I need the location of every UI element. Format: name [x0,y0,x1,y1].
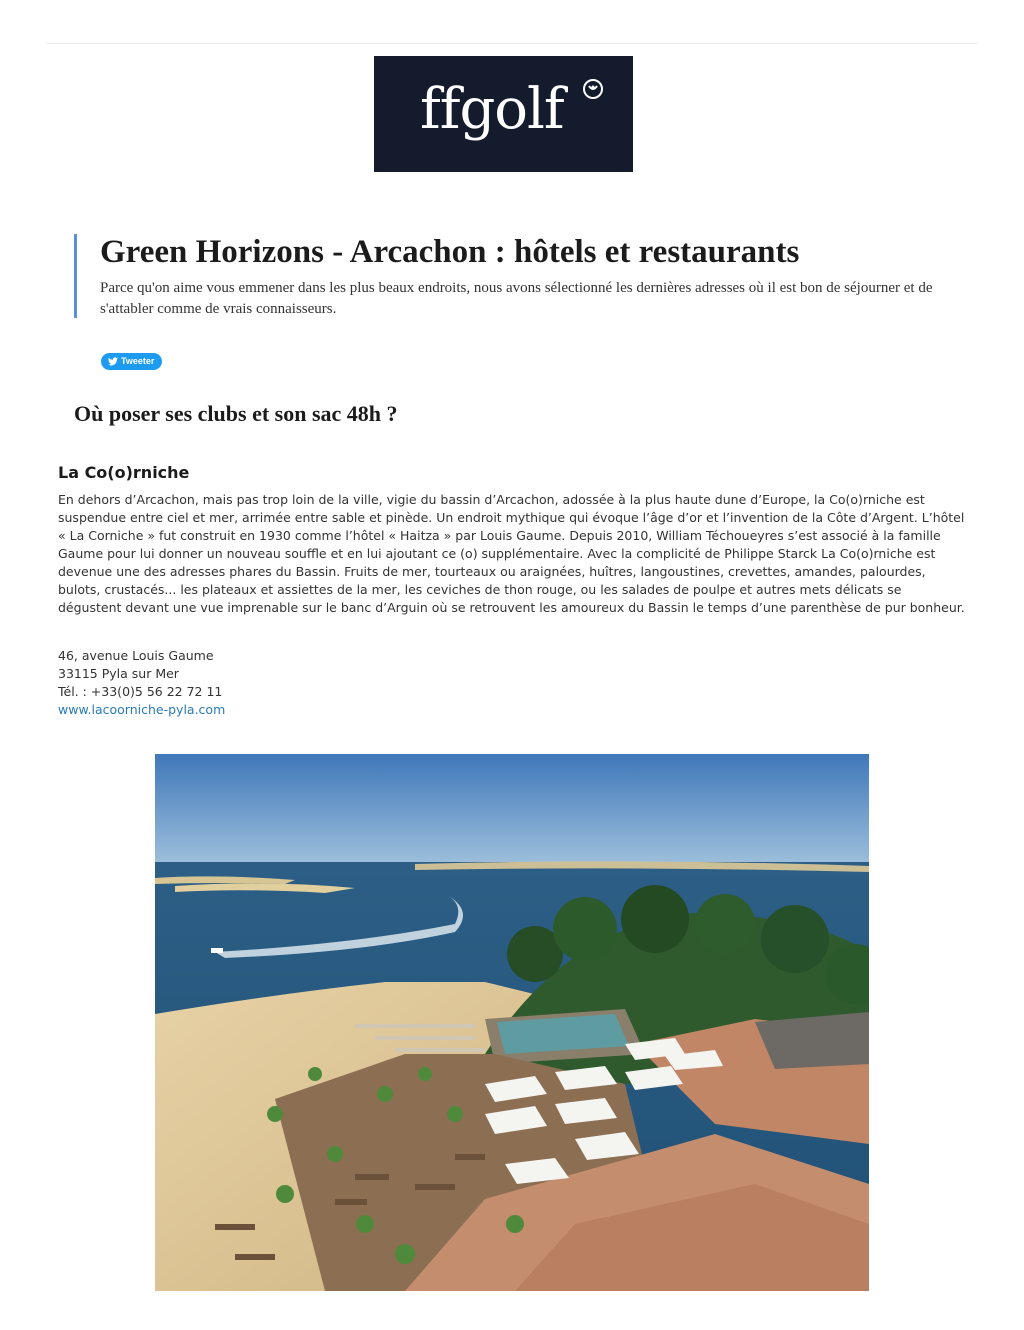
section-title: Où poser ses clubs et son sac 48h ? [74,401,398,426]
golf-ball-icon [582,78,604,100]
ffgolf-logo[interactable] [374,56,633,172]
page-title: Green Horizons - Arcachon : hôtels et restaurants [100,234,800,270]
venue-website-link[interactable]: www.lacoorniche-pyla.com [58,702,226,717]
logo-wordmark: ffgolf [420,77,564,142]
venue-description: En dehors d’Arcachon, mais pas trop loin de la ville, vigie du bassin d’Arcachon, adossée à la plus haute dune d’Europe, la Co(o)rniche est suspendue entre ciel et mer, arrimée entre sable et pinède. Un endroit mythique qui évoque l’âge d’or et l’invention de la Côte d’Argent. L’hôtel « La Corniche » fut construit en 1930 comme l’hôtel « Haitza » par Louis Gaume. Depuis 2010, William Téchoueyres s’est associé à la famille Gaume pour lui donner un nouveau souffle et en lui ajoutant ce (o) supplémentaire. Avec la complicité de Philippe Starck La Co(o)rniche est devenue une des adresses phares du Bassin. Fruits de mer, tourteaux ou araignées, huîtres, langoustines, crevettes, amandes, palourdes, bulots, crustacés... les plateaux et assiettes de la mer, les ceviches de thon rouge, ou les salades de poulpe et autres mets délicats se dégustent devant une vue imprenable sur le banc d’Arguin où se retrouvent les amoureux du Bassin le temps d’une parenthèse de pur bonheur. [58,492,965,615]
aerial-beach-restaurant-image [155,754,869,1291]
venue-phone: Tél. : +33(0)5 56 22 72 11 [58,684,223,699]
venue-photo [155,754,869,1291]
address-city: 33115 Pyla sur Mer [58,666,179,681]
twitter-bird-icon [108,357,118,366]
article-header [74,234,974,318]
top-divider [46,43,978,44]
venue-address [58,647,225,719]
article-intro: Parce qu'on aime vous emmener dans les plus beaux endroits, nous avons sélectionné les dernières adresses où il est bon de séjourner et de s'attabler comme de vrais connaisseurs. [100,280,933,317]
venue-name: La Co(o)rniche [58,463,190,482]
tweet-button[interactable] [101,353,162,370]
tweet-button-label: Tweeter [121,356,155,366]
address-street: 46, avenue Louis Gaume [58,648,214,663]
